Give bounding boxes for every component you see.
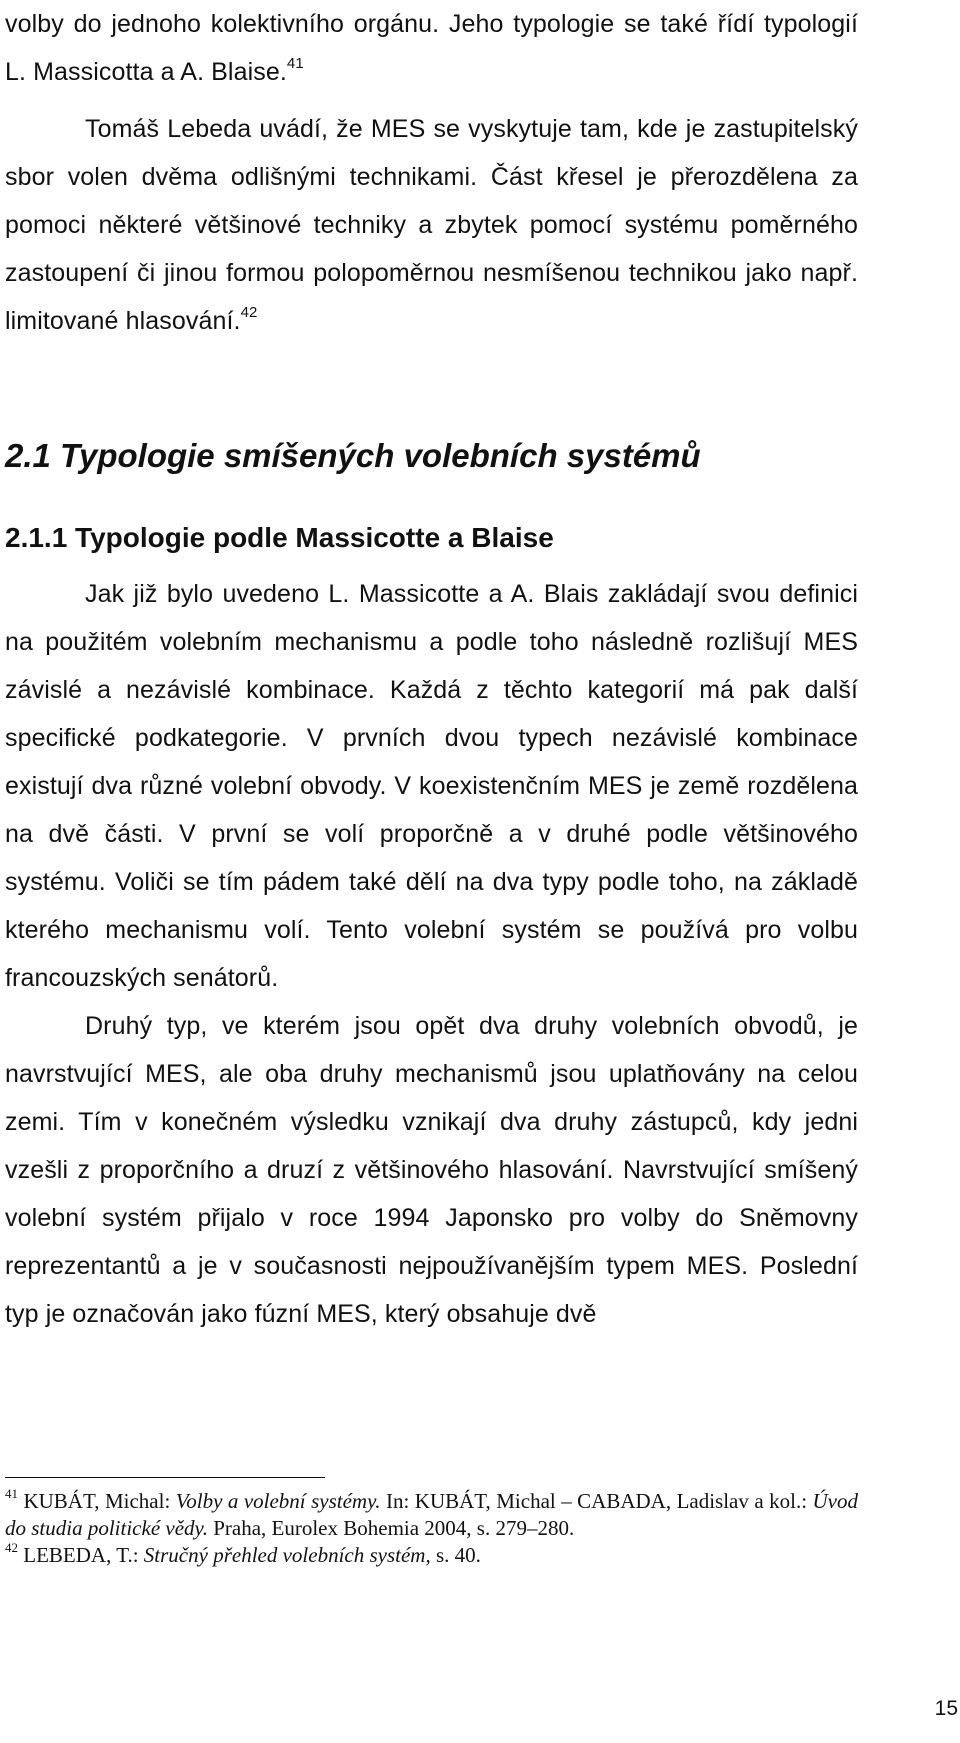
footnote-42-author: LEBEDA, T.: — [23, 1543, 139, 1567]
footnote-41-rest: In: KUBÁT, Michal – CABADA, Ladislav a kol.: — [385, 1489, 808, 1513]
paragraph-intro-text: volby do jednoho kolektivního orgánu. Jeho typologie se také řídí typologií L. Massicotta a A. Blaise. — [5, 10, 858, 86]
footnote-41 — [5, 1488, 858, 1542]
footnote-number-42: 42 — [5, 1540, 18, 1555]
footnote-separator — [5, 1477, 325, 1478]
paragraph-lebeda-text: Tomáš Lebeda uvádí, že MES se vyskytuje tam, kde je zastupitelský sbor volen dvěma odlišnými technikami. Část křesel je přerozdělena za pomoci některé většinové techniky a zbytek pomocí systému poměrného zastoupení či jinou formou polopoměrnou nesmíšenou technikou jako např. limitované hlasování. — [5, 115, 858, 335]
paragraph-druhy — [5, 1002, 858, 1338]
footnote-ref-42[interactable]: 42 — [240, 304, 258, 321]
paragraph-druhy-text: Druhý typ, ve kterém jsou opět dva druhy volebních obvodů, je navrstvující MES, ale oba druhy mechanismů jsou uplatňovány na celou zemi. Tím v konečném výsledku vznikají dva druhy zástupců, kdy jedni vzešli z proporčního a druzí z většinového hlasování. Navrstvující smíšený volební systém přijalo v roce 1994 Japonsko pro volby do Sněmovny reprezentantů a je v současnosti nejpoužívanějším typem MES. Poslední typ je označován jako fúzní MES, který obsahuje dvě — [5, 1012, 858, 1328]
subsection-heading-2-1-1: 2.1.1 Typologie podle Massicotte a Blaise — [5, 522, 554, 553]
paragraph-massicotte — [5, 570, 858, 1002]
paragraph-intro — [5, 0, 858, 96]
section-heading-2-1: 2.1 Typologie smíšených volebních systémů — [5, 437, 701, 474]
footnote-42-title: Stručný přehled volebních systém, — [143, 1543, 431, 1567]
page-number: 15 — [934, 1697, 958, 1720]
footnotes — [5, 1488, 858, 1569]
paragraph-lebeda — [5, 105, 858, 345]
footnote-ref-41[interactable]: 41 — [286, 55, 304, 72]
footnote-41-author: KUBÁT, Michal: — [23, 1489, 171, 1513]
footnote-number-41: 41 — [5, 1486, 18, 1501]
paragraph-massicotte-text: Jak již bylo uvedeno L. Massicotte a A. Blais zakládají svou definici na použitém volebním mechanismu a podle toho následně rozlišují MES závislé a nezávislé kombinace. Každá z těchto kategorií má pak další specifické podkategorie. V prvních dvou typech nezávislé kombinace existují dva různé volební obvody. V koexistenčním MES je země rozdělena na dvě části. V první se volí proporčně a v druhé podle většinového systému. Voliči se tím pádem také dělí na dva typy podle toho, na základě kterého mechanismu volí. Tento volební systém se používá pro volbu francouzských senátorů. — [5, 580, 858, 992]
footnote-42 — [5, 1542, 858, 1569]
footnote-41-rest2: Praha, Eurolex Bohemia 2004, s. 279–280. — [213, 1516, 575, 1540]
footnote-41-title: Volby a volební systémy. — [175, 1489, 381, 1513]
footnote-41-title2: Úvod do studia politické vědy. — [5, 1489, 859, 1540]
footnote-42-rest: s. 40. — [435, 1543, 481, 1567]
